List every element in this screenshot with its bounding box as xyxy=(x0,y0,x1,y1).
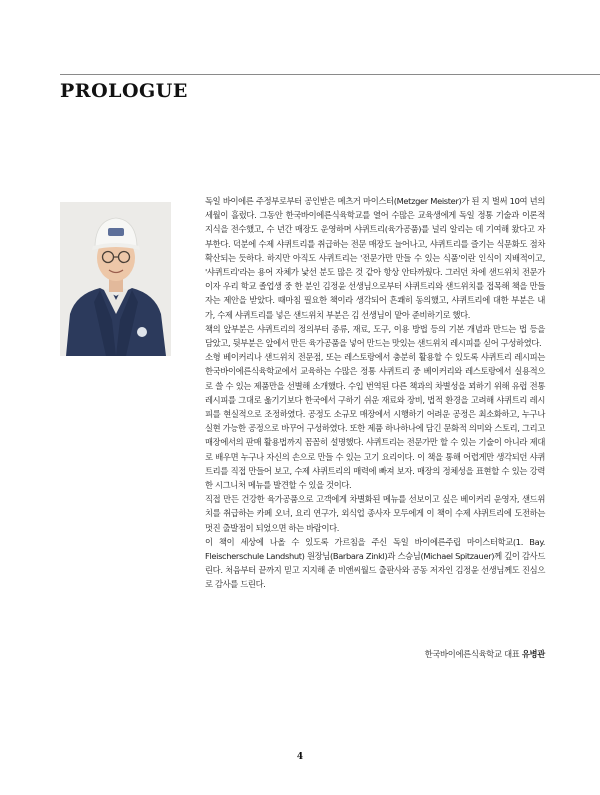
author-portrait-icon xyxy=(60,202,171,356)
page-number: 4 xyxy=(296,752,304,762)
signature-name: 유병관 xyxy=(521,649,545,659)
paragraph: 이 책이 세상에 나올 수 있도록 가르침을 주신 독일 바이에른주립 마이스터학교(1. Bay. Fleischerschule Landshut) 원장님(Barbara Zinkl)과 스승님(Michael Spitzauer)께 깊이 감사드린다. 처음부터 끝까지 믿고 지지해 준 비앤씨월드 출판사와 공동 저자인 김정윤 선생님께도 진심으로 감사를 드린다. xyxy=(205,536,545,590)
paragraph: 소형 베이커리나 샌드위치 전문점, 또는 레스토랑에서 충분히 활용할 수 있도록 샤퀴트리 레시피는 한국바이에른식육학교에서 교육하는 수많은 정통 샤퀴트리 중 베이커리와 레스토랑에서 실용적으로 쓸 수 있는 제품만을 선별해 소개했다. 수입 번역된 다른 책과의 차별성을 꾀하기 위해 유럽 전통 레시피를 그대로 옮기기보다 한국에서 구하기 쉬운 재료와 장비, 법적 환경을 고려해 샤퀴트리 레시피를 현실적으로 조정하였다. 공정도 소규모 매장에서 시행하기 어려운 공정은 최소화하고, 누구나 실현 가능한 공정으로 바꾸어 구성하였다. 또한 제품 하나하나에 담긴 문화적 의미와 스토리, 그리고 매장에서의 판매 활용법까지 꼼꼼히 설명했다. 샤퀴트리는 전문가만 할 수 있는 기술이 아니라 제대로 배우면 누구나 자신의 손으로 만들 수 있는 고기 요리이다. 이 책을 통해 어렵게만 생각되던 샤퀴트리를 직접 만들어 보고, 수제 샤퀴트리의 매력에 빠져 보자. 매장의 정체성을 표현할 수 있는 강력한 시그니처 메뉴를 발견할 수 있을 것이다. xyxy=(205,352,545,491)
paragraph: 책의 앞부분은 샤퀴트리의 정의부터 종류, 재료, 도구, 이용 방법 등의 기본 개념과 만드는 법 등을 담았고, 뒷부분은 앞에서 만든 육가공품을 넣어 만드는 맛있는 샌드위치 레시피를 싣어 구성하였다. xyxy=(205,323,545,349)
page-title: PROLOGUE xyxy=(60,80,188,102)
paragraph: 독일 바이에른 주정부로부터 공인받은 메츠거 마이스터(Metzger Meister)가 된 지 벌써 10여 년의 세월이 흘렀다. 그동안 한국바이에른식육학교를 열어 수많은 교육생에게 독일 정통 기술과 이론적 지식을 전수했고, 수 년간 매장도 운영하며 샤퀴트리(육가공품)를 널리 알리는 데 기여해 왔다고 자부한다. 덕분에 수제 샤퀴트리를 취급하는 전문 매장도 늘어나고, 샤퀴트리를 즐기는 식문화도 점차 확산되는 듯하다. 하지만 아직도 샤퀴트리는 '전문가만 만들 수 있는 식품'이란 인식이 지배적이고, '샤퀴트리'라는 용어 자체가 낯선 분도 많은 것 같아 항상 안타까웠다. 그러던 차에 샌드위치 전문가이자 우리 학교 졸업생 중 한 분인 김정윤 선생님으로부터 샤퀴트리와 샌드위치를 접목해 책을 만들자는 제안을 받았다. 때마침 필요한 책이라 생각되어 흔쾌히 동의했고, 샤퀴트리에 대한 부분은 내가, 수제 샤퀴트리를 넣은 샌드위치 부분은 김 선생님이 맡아 준비하기로 했다. xyxy=(205,196,545,320)
signature-affiliation: 한국바이에른식육학교 대표 xyxy=(424,649,520,659)
header-rule xyxy=(60,74,600,75)
paragraph: 직접 만든 건강한 육가공품으로 고객에게 차별화된 메뉴를 선보이고 싶은 베이커리 운영자, 샌드위치를 취급하는 카페 오너, 요리 연구가, 외식업 종사자 모두에게 이 책이 수제 샤퀴트리에 도전하는 멋진 출발점이 되었으면 하는 바람이다. xyxy=(205,494,545,533)
signature xyxy=(205,648,545,660)
prologue-text xyxy=(205,194,545,592)
author-photo xyxy=(60,202,171,356)
